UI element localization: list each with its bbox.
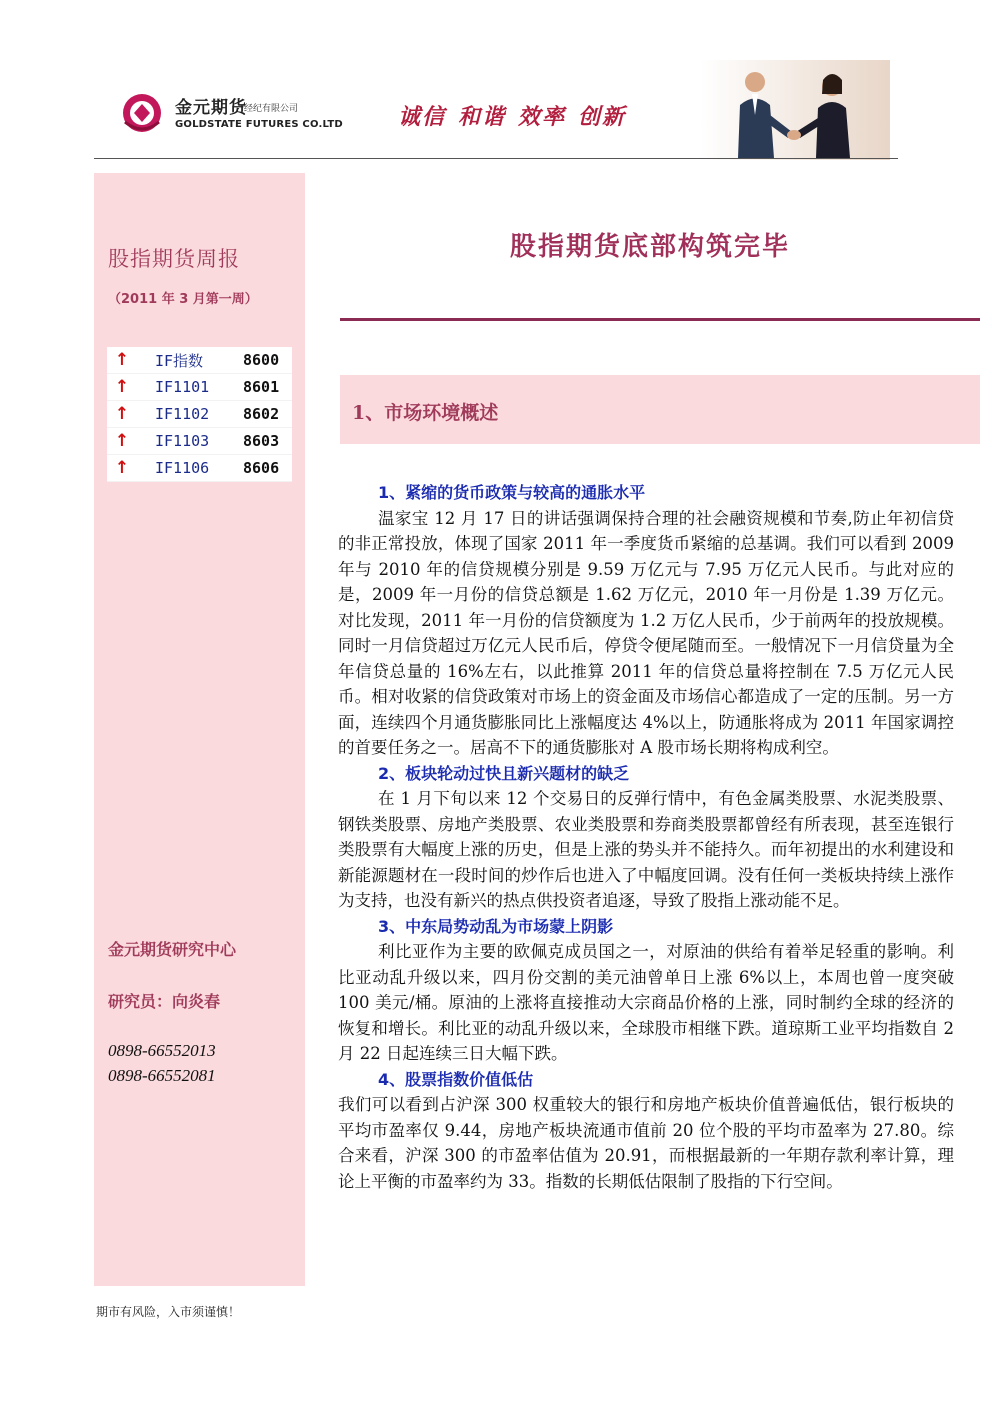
risk-disclaimer: 期市有风险，入市须谨慎！ [96,1305,241,1319]
page-title: 股指期货底部构筑完毕 [509,232,790,262]
handshake-illustration-icon [700,60,890,160]
quote-row [107,428,292,455]
subsection-heading: 3、中东局势动乱为市场蒙上阴影 [378,916,614,936]
contract-name: IF1101 [155,378,210,396]
paragraph: 在 1 月下旬以来 12 个交易日的反弹行情中，有色金属类股票、水泥类股票、钢铁类股票、房地产类股票、农业类股票和券商类股票都曾经有所表现，甚至连银行类股票有大幅度上涨的历史，但是上涨的势头并不能持久。而年初提出的水利建设和新能源题材在一段时间的炒作后也进入了中幅度回调。没有任何一类板块持续上涨作为支持，也没有新兴的热点供投资者追逐，导致了股指上涨动能不足。 [338,789,954,910]
up-arrow-icon: ↑ [114,350,130,370]
slogan [398,100,626,131]
phone-number: 0898-66552013 [108,1041,216,1060]
contract-code: 8600 [243,351,280,369]
slogan-word: 效率 [518,105,567,130]
quote-row [107,347,292,374]
subsection-heading: 4、股票指数价值低估 [378,1069,534,1089]
research-center: 金元期货研究中心 [108,940,237,959]
quote-row [107,401,292,428]
slogan-word: 诚信 [398,105,447,130]
contract-code: 8602 [243,405,280,423]
contract-quote-table [107,347,292,482]
company-logo-icon [121,92,163,134]
slogan-word: 创新 [578,105,627,130]
subsection-heading: 1、紧缩的货币政策与较高的通胀水平 [378,483,646,502]
paragraph: 温家宝 12 月 17 日的讲话强调保持合理的社会融资规模和节奏,防止年初信贷的非正常投放，体现了国家 2011 年一季度货币紧缩的总基调。我们可以看到 2009 年与 2010 年的信贷规模分别是 9.59 万亿元与 7.95 万亿元人民币。与此对应的是，2009 年一月份的信贷总额是 1.62 万亿元，2010 年一月份是 1.39 万亿元。对比发现，2011 年一月份的信贷额度为 1.2 万亿人民币，少于前两年的投放规模。同时一月信贷超过万亿元人民币后，停贷令便尾随而至。一般情况下一月信贷量为全年信贷总量的 16%左右，以此推算 2011 年的信贷总量将控制在 7.5 万亿元人民币。相对收紧的信贷政策对市场上的资金面及市场信心都造成了一定的压制。另一方面，连续四个月通货膨胀同比上涨幅度达 4%以上，防通胀将成为 2011 年国家调控的首要任务之一。居高不下的通货膨胀对 A 股市场长期将构成利空。 [338,508,954,757]
contract-name: IF1106 [155,459,210,477]
contract-name: IF1102 [155,405,210,423]
up-arrow-icon: ↑ [114,431,130,451]
contract-name: IF指数 [155,351,204,370]
contract-code: 8603 [243,432,280,450]
subsection-heading: 2、板块轮动过快且新兴题材的缺乏 [378,763,630,783]
slogan-word: 和谐 [458,105,507,130]
article-body [338,480,954,1194]
logo-name-cn: 金元期货 [175,98,247,118]
contract-name: IF1103 [155,432,210,450]
title-divider [340,318,980,321]
sidebar-panel [94,173,305,1286]
logo-subtitle-cn: 经纪有限公司 [244,104,299,114]
report-series-title: 股指期货周报 [108,247,240,271]
quote-row [107,455,292,482]
header-divider [94,158,898,159]
up-arrow-icon: ↑ [114,458,130,478]
quote-row [107,374,292,401]
paragraph: 利比亚作为主要的欧佩克成员国之一，对原油的供给有着举足轻重的影响。利比亚动乱升级以来，四月份交割的美元油曾单日上涨 6%以上，本周也曾一度突破 100 美元/桶。原油的上涨将直接推动大宗商品价格的上涨，同时制约全球的经济的恢复和增长。利比亚的动乱升级以来，全球股市相继下跌。道琼斯工业平均指数自 2 月 22 日起连续三日大幅下跌。 [338,942,954,1063]
section-title: 1、市场环境概述 [352,402,499,424]
logo-name-en: GOLDSTATE FUTURES CO.LTD [175,119,343,130]
contract-code: 8606 [243,459,280,477]
paragraph: 我们可以看到占沪深 300 权重较大的银行和房地产板块价值普遍低估，银行板块的平均市盈率仅 9.44，房地产板块流通市值前 20 位个股的平均市盈率为 27.80。综合来看，沪深 300 的市盈率估值为 20.91，而根据最新的一年期存款利率计算，理论上平衡的市盈率约为 33。指数的长期低估限制了股指的下行空间。 [338,1095,954,1191]
up-arrow-icon: ↑ [114,377,130,397]
phone-number: 0898-66552081 [108,1066,216,1085]
report-week: （2011 年 3 月第一周） [108,292,258,307]
up-arrow-icon: ↑ [114,404,130,424]
contract-code: 8601 [243,378,280,396]
analyst-name: 研究员：向炎春 [108,992,221,1011]
